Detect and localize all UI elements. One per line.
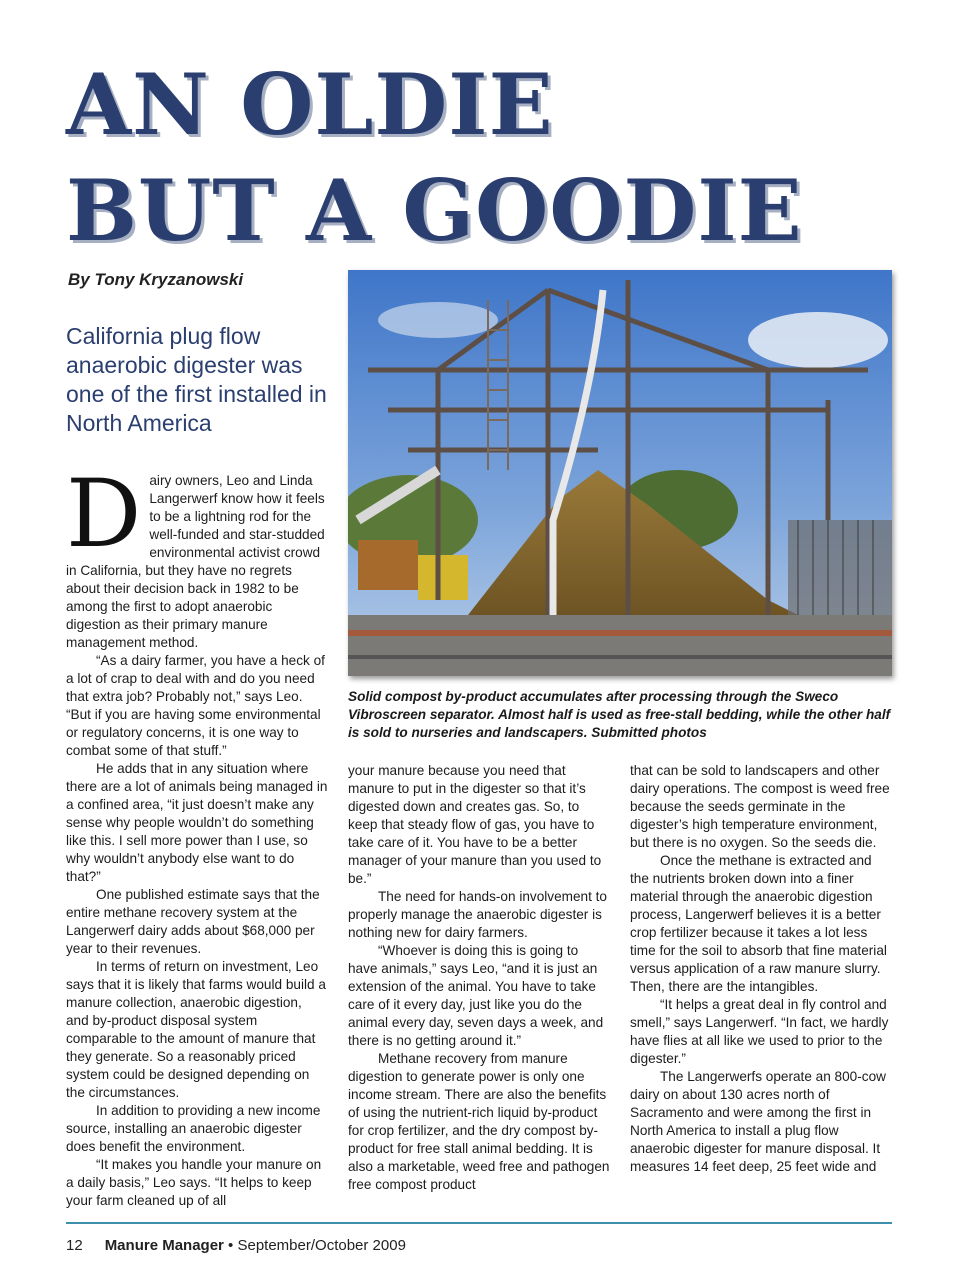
paragraph — [66, 460, 328, 652]
footer — [66, 1237, 406, 1254]
paragraph: Methane recovery from manure digestion to generate power is only one income stream. There are also the benefits of using the nutrient-rich liquid by-product for crop fertilizer, and the dry compost by-product for free stall animal bedding. It is also a marketable, weed free and pathogen free compost product — [348, 1051, 610, 1192]
paragraph: that can be sold to landscapers and other dairy operations. The compost is weed free because the seeds germinate in the digester’s high temperature environment, but there is no oxygen. So the seeds die. — [630, 763, 890, 850]
paragraph: The need for hands-on involvement to properly manage the anaerobic digester is nothing new for dairy farmers. — [348, 889, 607, 940]
headline-line-2: BUT A GOODIE — [66, 161, 803, 260]
headline — [66, 52, 803, 264]
paragraph: One published estimate says that the entire methane recovery system at the Langerwerf dairy adds about $68,000 per year to their revenues. — [66, 887, 320, 956]
headline-line-1: AN OLDIE — [66, 55, 554, 154]
compost-photo — [348, 270, 892, 676]
paragraph: He adds that in any situation where there are a lot of animals being managed in a confined area, “it just doesn’t make any sense why people wouldn’t do something like this. I sell more power than I use, so why wouldn’t anybody else want to do that?” — [66, 761, 328, 884]
footer-rule — [66, 1222, 892, 1224]
paragraph: In terms of return on investment, Leo says that it is likely that farms would build a manure collection, anaerobic digestion, and by-product disposal system comparable to the amount of manure that they generate. So a reasonably priced system could be designed depending on the circumstances. — [66, 959, 326, 1100]
paragraph: In addition to providing a new income source, installing an anaerobic digester does benefit the environment. — [66, 1103, 321, 1154]
body-column-3 — [630, 762, 890, 1176]
issue-date: September/October 2009 — [237, 1237, 406, 1254]
paragraph: “As a dairy farmer, you have a heck of a lot of crap to deal with and do you need that extra job? Probably not,” says Leo. “But if you are having some environmental or regulatory concerns, it is one way to combat some of that stuff.” — [66, 653, 325, 758]
photo-caption: Solid compost by-product accumulates after processing through the Sweco Vibroscreen separator. Almost half is used as free-stall bedding, while the other half is sold to nurseries and landscapers. Submitted photos — [348, 689, 891, 740]
paragraph: Once the methane is extracted and the nutrients broken down into a finer material through the anaerobic digestion process, Langerwerf believes it is a better crop fertilizer because it takes a lot less time for the soil to absorb that fine material versus application of a raw manure slurry. Then, there are the intangibles. — [630, 853, 887, 994]
byline: By Tony Kryzanowski — [68, 270, 244, 289]
magazine-name: Manure Manager — [104, 1237, 224, 1254]
deck-subtitle: California plug flow anaerobic digester was one of the first installed in North America — [66, 323, 327, 436]
paragraph: The Langerwerfs operate an 800-cow dairy on about 130 acres north of Sacramento and were among the first in North America to install a plug flow anaerobic digester for manure disposal. It measures 14 feet deep, 25 feet wide and — [630, 1069, 886, 1174]
page-number: 12 — [66, 1237, 83, 1254]
paragraph-text: airy owners, Leo and Linda Langerwerf know how it feels to be a lightning rod for the well-funded and star-studded environmental activist crowd in California, but they have no regrets about their decision back in 1982 to be among the first to adopt anaerobic digestion as their primary manure management method. — [66, 473, 325, 650]
paragraph: “It makes you handle your manure on a daily basis,” Leo says. “It helps to keep your farm cleaned up of all — [66, 1157, 322, 1208]
footer-separator: • — [223, 1237, 238, 1254]
drop-cap: D — [66, 460, 142, 569]
body-column-2 — [348, 762, 610, 1194]
paragraph: “Whoever is doing this is going to have animals,” says Leo, “and it is just an extension of the animal. You have to take care of it every day, just like you do the animal every day, seven days a week, and there is no getting around it.” — [348, 943, 604, 1048]
body-column-1 — [66, 460, 328, 1210]
paragraph: your manure because you need that manure to put in the digester so that it’s digested down and creates gas. So, to keep that steady flow of gas, you have to take care of it. You have to be a better manager of your manure than you used to be.” — [348, 763, 602, 886]
paragraph: “It helps a great deal in fly control and smell,” says Langerwerf. “In fact, we hardly have flies at all like we used to prior to the digester.” — [630, 997, 889, 1066]
